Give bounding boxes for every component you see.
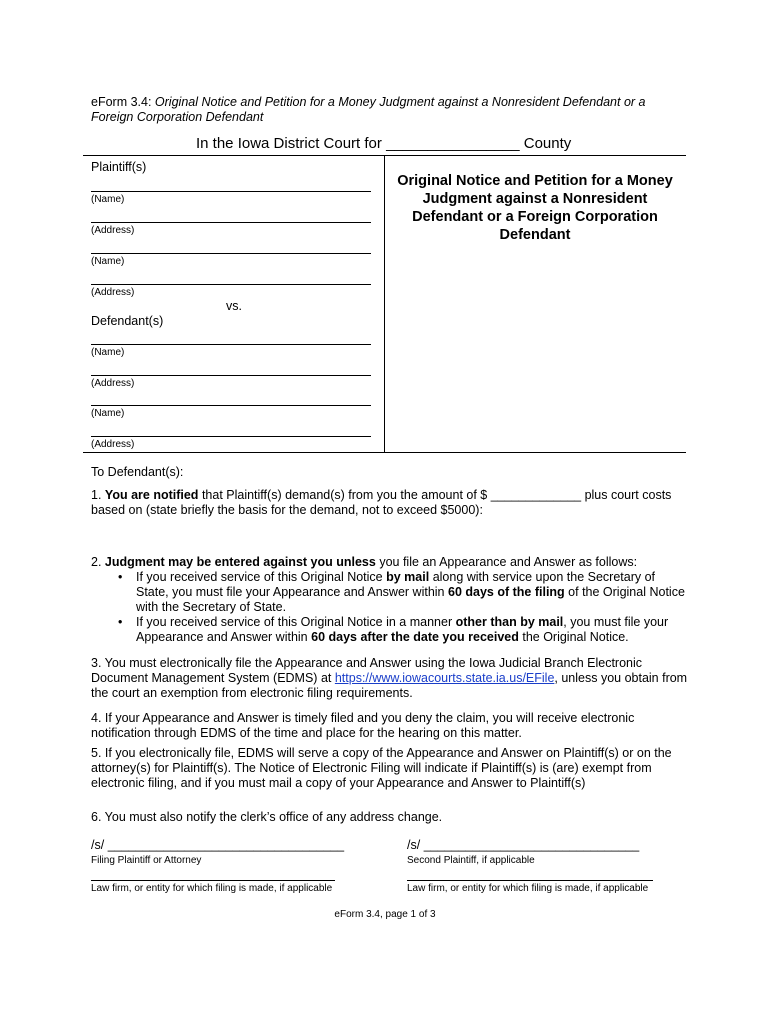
firm-label-right: Law firm, or entity for which filing is made, if applicable	[407, 883, 649, 894]
page-footer: eForm 3.4, page 1 of 3	[334, 909, 436, 920]
county-blank[interactable]: ________________	[386, 135, 520, 152]
defendant-address-1-label: (Address)	[91, 378, 135, 389]
defendant-name-1-line[interactable]	[91, 344, 371, 345]
form-id: eForm 3.4	[91, 95, 148, 109]
defendant-address-2-line[interactable]	[91, 436, 371, 437]
firm-line-left[interactable]	[91, 880, 335, 881]
defendant-name-2-label: (Name)	[91, 408, 125, 419]
defendants-label: Defendant(s)	[91, 314, 164, 328]
p1-bold: You are notified	[104, 488, 199, 502]
p3-text-b: , unless you obtain from the court an exemption from electronic filing requirements.	[91, 671, 688, 700]
plaintiff-name-2-line[interactable]	[91, 253, 371, 254]
filing-plaintiff-label: Filing Plaintiff or Attorney	[91, 855, 202, 866]
paragraph-1	[91, 488, 691, 518]
paragraph-3	[91, 656, 691, 701]
firm-label-left: Law firm, or entity for which filing is made, if applicable	[91, 883, 333, 894]
form-title-italic: Original Notice and Petition for a Money Judgment against a Nonresident Defendant or a Foreign Corporation Defendant	[91, 95, 646, 124]
p2-text: you file an Appearance and Answer as follows:	[379, 555, 638, 569]
court-line	[196, 135, 571, 153]
vs-label: vs.	[226, 299, 242, 313]
p2-num: 2.	[91, 555, 102, 569]
bullet-by-mail: • If you received service of this Original Notice by mail along with service upon the Secretary of State, you must file your Appearance and Answer within 60 days of the filing of the Original Notice with the Secretary of State.	[91, 570, 691, 615]
plaintiff-address-1-line[interactable]	[91, 222, 371, 223]
court-suffix: County	[523, 135, 572, 152]
plaintiff-address-1-label: (Address)	[91, 225, 135, 236]
signature-left[interactable]: /s/ __________________________________	[91, 838, 345, 852]
bullet-other-than-mail: • If you received service of this Original Notice in a manner other than by mail, you must file your Appearance and Answer within 60 days after the date you received the Original Notice.	[91, 615, 691, 645]
form-header: eForm 3.4: Original Notice and Petition for a Money Judgment against a Nonresident Defendant or a Foreign Corporation Defendant	[91, 95, 646, 124]
paragraph-5: 5. If you electronically file, EDMS will serve a copy of the Appearance and Answer on Plaintiff(s) or on the attorney(s) for Plaintiff(s). The Notice of Electronic Filing will indicate if Plaintiff(s) is (are) exempt from electronic filing, and if you must mail a copy of your Appearance and Answer to Plaintiff(s)	[91, 746, 672, 790]
caption-divider	[384, 155, 385, 452]
plaintiffs-label: Plaintiff(s)	[91, 160, 147, 174]
defendant-address-2-label: (Address)	[91, 439, 135, 450]
caption-bottom-rule	[83, 452, 686, 453]
firm-line-right[interactable]	[407, 880, 653, 881]
p1-num: 1.	[91, 488, 102, 502]
plaintiff-name-1-label: (Name)	[91, 194, 125, 205]
plaintiff-name-1-line[interactable]	[91, 191, 371, 192]
court-prefix: In the Iowa District Court for	[196, 135, 382, 152]
efile-link[interactable]: https://www.iowacourts.state.ia.us/EFile	[334, 671, 555, 685]
p3-text-a: 3. You must electronically file the Appearance and Answer using the Iowa Judicial Branch Electronic Document Management System (EDMS) at	[91, 656, 643, 685]
paragraph-6: 6. You must also notify the clerk’s office of any address change.	[91, 810, 443, 824]
p2-bold: Judgment may be entered against you unless	[104, 555, 376, 569]
defendant-address-1-line[interactable]	[91, 375, 371, 376]
document-title: Original Notice and Petition for a Money Judgment against a Nonresident Defendant or a Foreign Corporation Defendant	[397, 173, 673, 243]
paragraph-2	[91, 555, 691, 645]
paragraph-4: 4. If your Appearance and Answer is timely filed and you deny the claim, you will receive electronic notification through EDMS of the time and place for the hearing on this matter.	[91, 711, 635, 740]
signature-right[interactable]: /s/ _______________________________	[407, 838, 640, 852]
defendant-name-2-line[interactable]	[91, 405, 371, 406]
p1-text: that Plaintiff(s) demand(s) from you the amount of $ _____________ plus court costs based on (state briefly the basis for the demand, not to exceed $5000):	[91, 488, 672, 517]
defendant-name-1-label: (Name)	[91, 347, 125, 358]
second-plaintiff-label: Second Plaintiff, if applicable	[407, 855, 535, 866]
plaintiff-address-2-line[interactable]	[91, 284, 371, 285]
to-defendants: To Defendant(s):	[91, 465, 184, 479]
plaintiff-address-2-label: (Address)	[91, 287, 135, 298]
plaintiff-name-2-label: (Name)	[91, 256, 125, 267]
